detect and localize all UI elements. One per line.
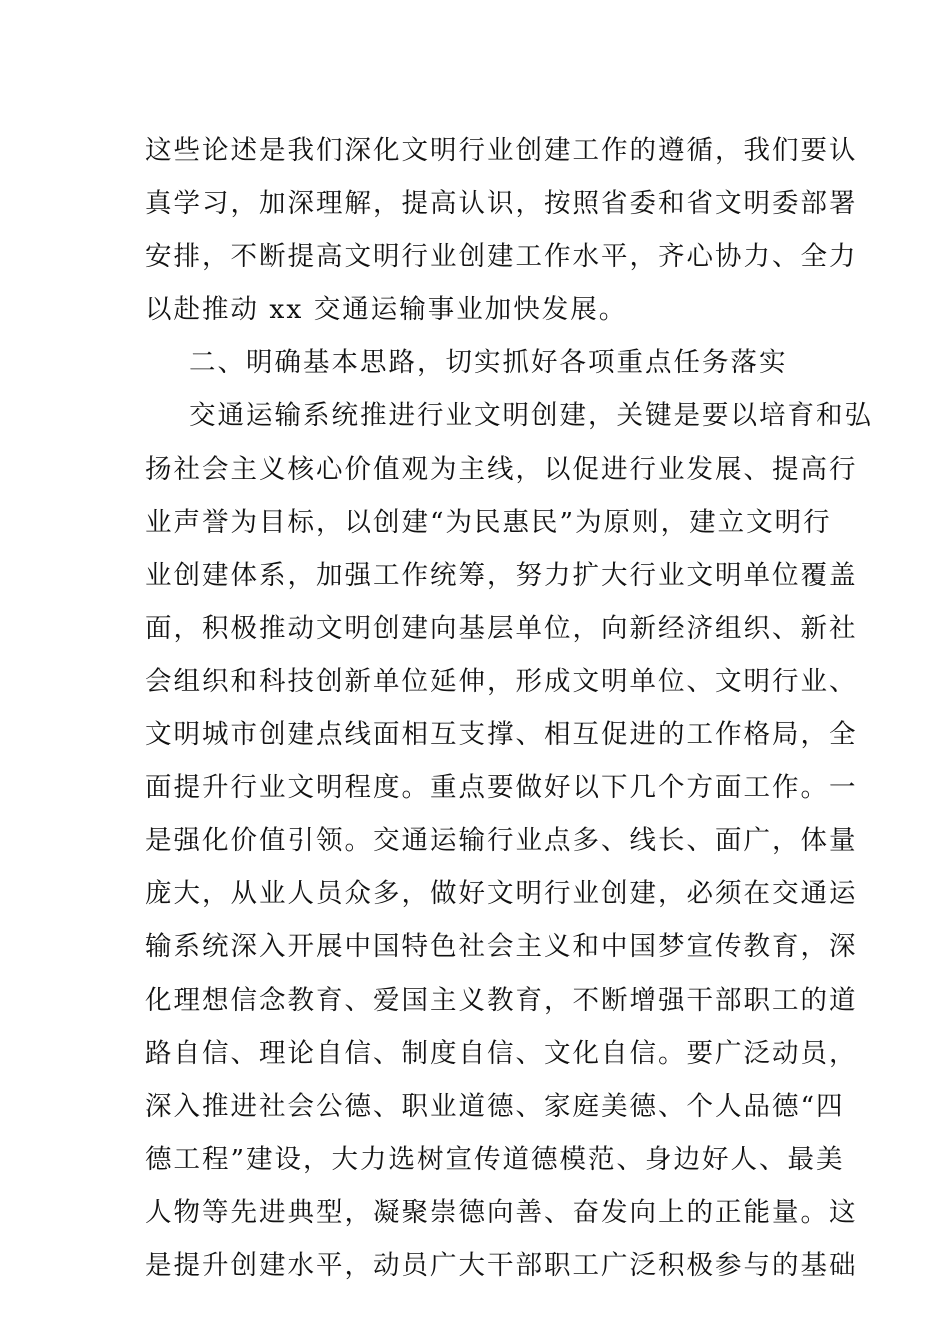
text-line: 扬社会主义核心价值观为主线，以促进行业发展、提高行 (145, 453, 858, 485)
paragraph-first-line: 交通运输系统推进行业文明创建，关键是要以培育和弘 (189, 400, 873, 432)
text-line: 化理想信念教育、爱国主义教育，不断增强干部职工的道 (145, 984, 858, 1016)
text-line: 业创建体系，加强工作统筹，努力扩大行业文明单位覆盖 (145, 559, 858, 591)
paragraph-end-line: 以赴推动 xx 交通运输事业加快发展。 (145, 294, 628, 326)
text-line: 这些论述是我们深化文明行业创建工作的遵循，我们要认 (145, 135, 858, 166)
text-line: 德工程”建设，大力选树宣传道德模范、身边好人、最美 (145, 1143, 845, 1175)
text-line: 面，积极推动文明创建向基层单位，向新经济组织、新社 (145, 612, 858, 644)
section-heading: 二、明确基本思路，切实抓好各项重点任务落实 (189, 347, 788, 379)
text-line: 是提升创建水平，动员广大干部职工广泛积极参与的基础 (145, 1249, 858, 1281)
text-line: 安排，不断提高文明行业创建工作水平，齐心协力、全力 (145, 241, 858, 273)
text-line: 会组织和科技创新单位延伸，形成文明单位、文明行业、 (145, 665, 858, 697)
text-line: 路自信、理论自信、制度自信、文化自信。要广泛动员， (145, 1037, 858, 1069)
text-line: 输系统深入开展中国特色社会主义和中国梦宣传教育，深 (145, 931, 858, 963)
text-line: 真学习，加深理解，提高认识，按照省委和省文明委部署 (145, 188, 858, 220)
text-line: 是强化价值引领。交通运输行业点多、线长、面广，体量 (145, 825, 858, 857)
text-line: 业声誉为目标，以创建“为民惠民”为原则，建立文明行 (145, 506, 832, 538)
text-line: 面提升行业文明程度。重点要做好以下几个方面工作。一 (145, 772, 858, 804)
text-line: 人物等先进典型，凝聚崇德向善、奋发向上的正能量。这 (145, 1196, 858, 1228)
text-line: 庞大，从业人员众多，做好文明行业创建，必须在交通运 (145, 878, 858, 910)
text-line: 深入推进社会公德、职业道德、家庭美德、个人品德“四 (145, 1090, 845, 1122)
body-text (145, 124, 873, 1292)
text-line: 文明城市创建点线面相互支撑、相互促进的工作格局，全 (145, 719, 858, 751)
